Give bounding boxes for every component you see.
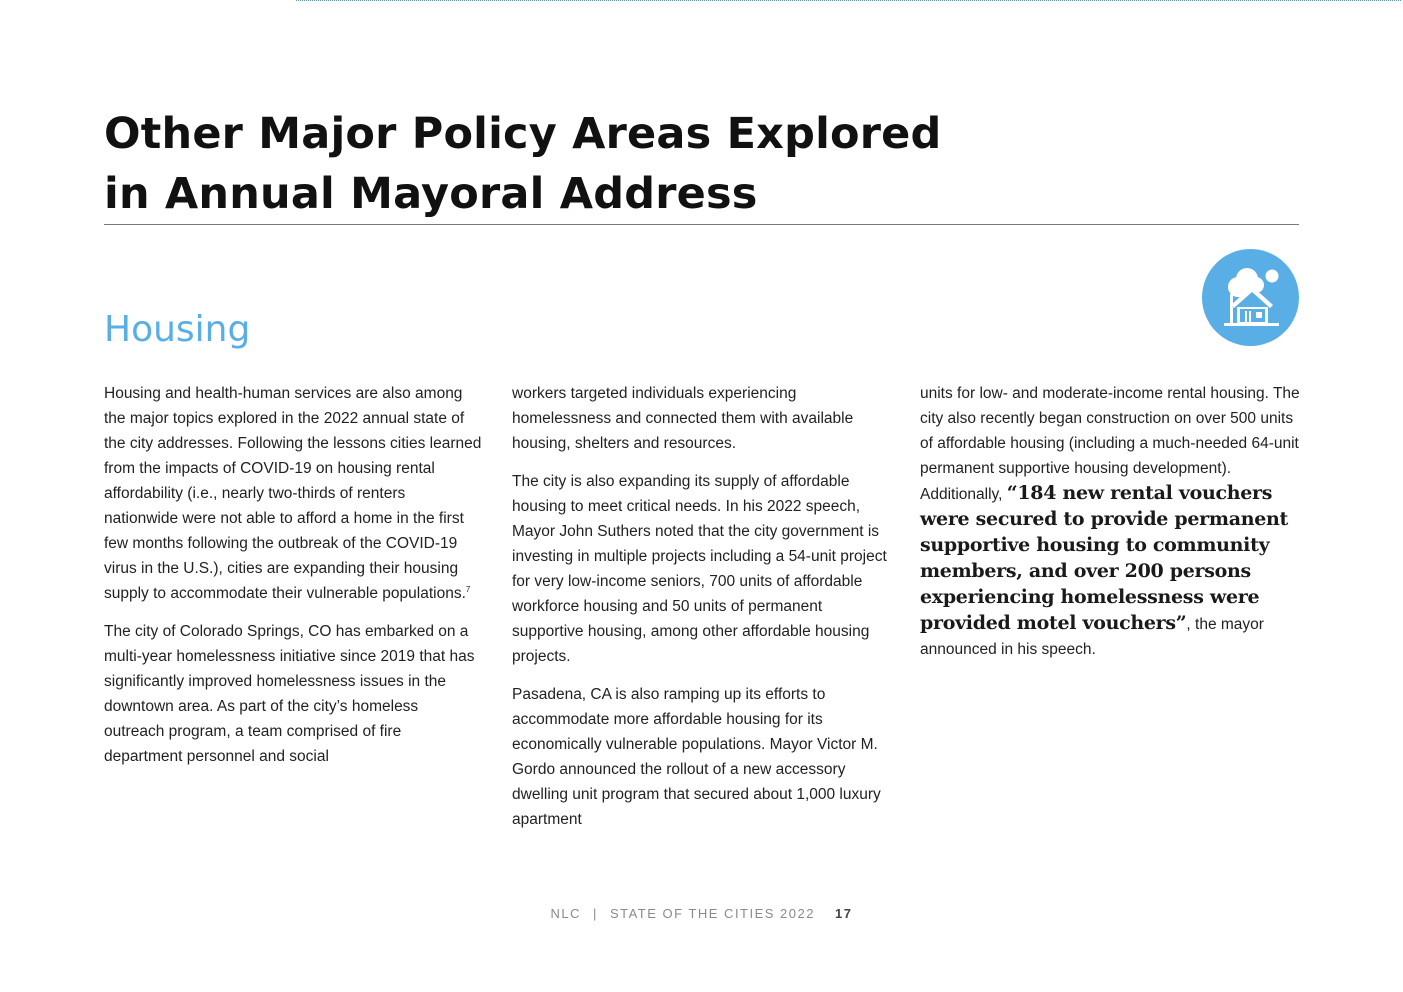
footer-publication: STATE OF THE CITIES 2022 [609, 906, 815, 921]
paragraph-text: , the mayor announced in his speech. [920, 616, 1264, 658]
footer-separator: | [593, 906, 598, 921]
page-title-line-2: in Annual Mayoral Address [104, 169, 758, 219]
house-with-trees-icon [1202, 249, 1299, 346]
title-divider [104, 224, 1299, 225]
paragraph-text: Housing and health-human services are also among the major topics explored in the 2022 annual state of the city addresses. Following the lessons cities learned from the impacts of COVID-19 on housing rental affordability (i.e., nearly two-thirds of renters nationwide were not able to afford a home in the first few months following the outbreak of the COVID-19 virus in the U.S.), cities are expanding their housing supply to accommodate their vulnerable populations. [104, 385, 482, 602]
top-dotted-rule [296, 0, 1401, 1]
text-column-1 [104, 381, 482, 782]
page-footer [0, 906, 1403, 921]
pull-quote: “184 new rental vouchers were secured to provide permanent supportive housing to community members, and over 200 persons experiencing homelessness were provided motel vouchers” [920, 482, 1288, 634]
page-title-line-1: Other Major Policy Areas Explored [104, 109, 942, 159]
paragraph: Pasadena, CA is also ramping up its efforts to accommodate more affordable housing for its economically vulnerable populations. Mayor Victor M. Gordo announced the rollout of a new accessory dwelling unit program that secured about 1,000 luxury apartment [512, 686, 881, 828]
section-title-housing: Housing [104, 309, 251, 350]
paragraph: The city is also expanding its supply of affordable housing to meet critical needs. In his 2022 speech, Mayor John Suthers noted that the city government is investing in multiple projects including a 54-unit project for very low-income seniors, 700 units of affordable workforce housing and 50 units of permanent supportive housing, among other affordable housing projects. [512, 473, 887, 665]
paragraph: workers targeted individuals experiencing homelessness and connected them with available housing, shelters and resources. [512, 385, 854, 452]
text-column-2 [512, 381, 890, 845]
page-number: 17 [834, 906, 853, 921]
page-title [104, 104, 942, 224]
paragraph [920, 381, 1305, 662]
text-column-3 [920, 381, 1305, 675]
footnote-marker[interactable]: 7 [465, 585, 471, 594]
paragraph: The city of Colorado Springs, CO has embarked on a multi-year homelessness initiative since 2019 that has significantly improved homelessness issues in the downtown area. As part of the city’s homeless outreach program, a team comprised of fire department personnel and social [104, 623, 475, 765]
paragraph-text: units for low- and moderate-income rental housing. The city also recently began construction on over 500 units of affordable housing (including a much-needed 64-unit permanent supportive housing development). Additionally, [920, 385, 1300, 503]
paragraph [104, 381, 482, 606]
footer-org: NLC [550, 906, 582, 921]
